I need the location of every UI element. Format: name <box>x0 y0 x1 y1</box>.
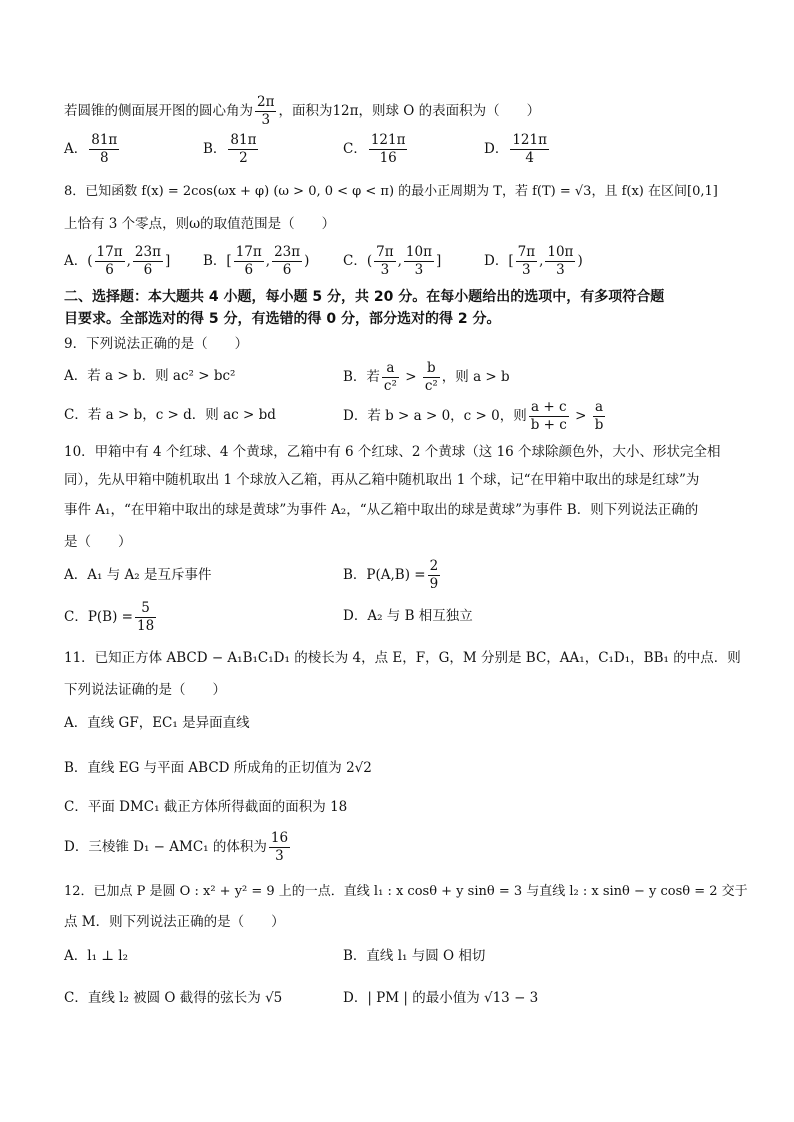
q8-stem-line2: 上恰有 3 个零点，则ω的取值范围是（ ） <box>64 216 336 232</box>
option-letter: D． <box>484 253 509 269</box>
frac-den: 2 <box>239 150 248 166</box>
frac-den: 16 <box>379 150 397 166</box>
q8-option-a[interactable]: A．( $\frac{17\pi}{6}$ , $\frac{23\pi}{6}$ ] <box>64 244 171 278</box>
bracket: ( <box>366 253 373 269</box>
bracket: ) <box>304 253 310 269</box>
frac-den: c² <box>424 378 438 394</box>
bracket: ( <box>87 253 93 269</box>
option-fraction <box>89 132 119 167</box>
q7-stem-text: 若圆锥的侧面展开图的圆心角为 <box>64 103 253 119</box>
option-text: ，则 a > b <box>441 369 510 385</box>
option-fraction <box>382 360 399 395</box>
bracket: ) <box>577 253 583 269</box>
q10-option-a[interactable]: A．A₁ 与 A₂ 是互斥事件 <box>64 567 212 583</box>
frac-num: a <box>382 360 399 378</box>
q9-stem: 9．下列说法正确的是（ ） <box>64 336 249 352</box>
frac-den: 6 <box>105 262 114 278</box>
q12-stem-line1: 12．已加点 P 是圆 O : x² + y² = 9 上的一点．直线 l₁ : x cosθ + y sinθ = 3 与直线 l₂ : x sinθ − y cosθ = 2 交于 <box>64 884 748 899</box>
option-text: B．P(A,B) = <box>343 567 426 583</box>
q7-stem-text-2: ，面积为12π，则球 O 的表面积为（ ） <box>278 103 541 119</box>
q8-option-d[interactable]: D．[ $\frac{7\pi}{3}$ , $\frac{10\pi}{3}$ ) <box>484 244 583 278</box>
option-fraction <box>135 600 156 635</box>
frac-den: 3 <box>556 262 565 278</box>
q12-option-d[interactable]: D．| PM | 的最小值为 √13 − 3 <box>343 990 539 1006</box>
option-fraction <box>272 244 302 279</box>
frac-num: 17π <box>96 244 123 260</box>
q10-stem-line1: 10．甲箱中有 4 个红球、4 个黄球，乙箱中有 6 个红球、2 个黄球（这 16 个球除颜色外，大小、形状完全相 <box>64 444 721 460</box>
option-fraction <box>374 244 395 279</box>
q11-option-a[interactable]: A．直线 GF，EC₁ 是异面直线 <box>64 715 250 731</box>
option-letter: B． <box>203 253 227 269</box>
frac-den: 3 <box>275 848 284 864</box>
q12-stem-line2: 点 M．则下列说法正确的是（ ） <box>64 914 285 930</box>
option-fraction <box>423 360 440 395</box>
q10-stem-line2: 同），先从甲箱中随机取出 1 个球放入乙箱，再从乙箱中随机取出 1 个球，记“在甲箱中取出的球是红球”为 <box>64 472 700 488</box>
q7-option-d[interactable] <box>484 132 551 167</box>
option-fraction <box>95 244 125 279</box>
bracket: [ <box>226 253 232 269</box>
q9-option-c[interactable]: C．若 a > b，c > d．则 ac > bd <box>64 407 276 423</box>
frac-den: b + c <box>530 417 567 433</box>
option-letter: A． <box>64 253 88 269</box>
option-letter: A． <box>64 141 88 157</box>
q10-option-d[interactable]: D．A₂ 与 B 相互独立 <box>343 608 473 624</box>
q10-option-b[interactable] <box>343 558 442 593</box>
frac-den: 4 <box>525 150 534 166</box>
frac-den: 3 <box>261 112 271 128</box>
frac-den: 3 <box>414 262 424 278</box>
gt-sign: > <box>570 408 591 424</box>
frac-num: 10π <box>547 244 574 260</box>
bracket: ] <box>435 253 442 269</box>
frac-den: c² <box>383 378 397 394</box>
frac-den: 6 <box>244 262 254 278</box>
frac-num: 17π <box>235 244 262 260</box>
q8-stem-line1: 8．已知函数 f(x) = 2cos(ωx + φ) (ω > 0, 0 < φ < π) 的最小正周期为 T，若 f(T) = √3，且 f(x) 在区间[0,1] <box>64 184 718 199</box>
frac-num: 81π <box>230 132 257 148</box>
frac-den: 8 <box>99 150 109 166</box>
frac-num: a + c <box>529 399 569 417</box>
option-fraction <box>228 132 258 167</box>
q7-option-c[interactable] <box>343 132 409 167</box>
q9-option-a[interactable]: A．若 a > b．则 ac² > bc² <box>64 368 236 384</box>
q12-option-b[interactable]: B．直线 l₁ 与圆 O 相切 <box>343 948 486 964</box>
frac-den: 3 <box>522 262 531 278</box>
option-letter: C． <box>343 253 367 269</box>
frac-den: b <box>594 417 604 433</box>
gt-sign: > <box>400 369 421 385</box>
q10-stem-line4: 是（ ） <box>64 534 132 550</box>
frac-num: 23π <box>274 244 301 260</box>
frac-num: a <box>593 399 606 417</box>
frac-num: 121π <box>512 132 547 148</box>
frac-den: 6 <box>282 262 292 278</box>
q10-option-c[interactable] <box>64 600 158 635</box>
q7-stem <box>64 94 540 129</box>
q11-option-c[interactable]: C．平面 DMC₁ 截正方体所得截面的面积为 18 <box>64 799 348 815</box>
section-2-heading-line2: 目要求。全部选对的得 5 分，有选错的得 0 分，部分选对的得 2 分。 <box>64 311 501 327</box>
q11-stem-line2: 下列说法证确的是（ ） <box>64 682 226 698</box>
option-fraction <box>133 244 163 279</box>
q9-option-b[interactable] <box>343 360 510 395</box>
bracket: [ <box>508 253 514 269</box>
q11-option-d[interactable] <box>64 830 292 865</box>
frac-den: 3 <box>380 262 390 278</box>
option-text: B．若 <box>343 369 380 385</box>
q7-stem-fraction <box>255 94 276 129</box>
option-fraction <box>516 244 537 279</box>
frac-num: 2 <box>429 558 439 574</box>
frac-den: 6 <box>143 262 153 278</box>
frac-num: b <box>423 360 440 378</box>
q11-stem-line1: 11．已知正方体 ABCD − A₁B₁C₁D₁ 的棱长为 4，点 E，F，G，M 分别是 BC，AA₁，C₁D₁，BB₁ 的中点．则 <box>64 650 741 666</box>
frac-num: 7π <box>376 244 394 260</box>
q12-option-c[interactable]: C．直线 l₂ 被圆 O 截得的弦长为 √5 <box>64 990 283 1006</box>
option-fraction <box>593 399 606 434</box>
frac-den: 9 <box>429 576 439 592</box>
option-text: D．三棱锥 D₁ − AMC₁ 的体积为 <box>64 839 267 855</box>
frac-num: 16 <box>270 830 289 846</box>
frac-num: 10π <box>405 244 432 260</box>
q12-option-a[interactable]: A．l₁ ⊥ l₂ <box>64 948 128 964</box>
option-text: D．若 b > a > 0，c > 0，则 <box>343 408 527 424</box>
option-letter: C． <box>343 141 367 157</box>
frac-num: 23π <box>134 244 161 260</box>
q7-option-a[interactable] <box>64 132 121 167</box>
q11-option-b[interactable]: B．直线 EG 与平面 ABCD 所成角的正切值为 2√2 <box>64 760 372 776</box>
option-fraction <box>510 132 549 167</box>
option-fraction <box>545 244 575 279</box>
option-fraction <box>529 399 569 434</box>
bracket: ] <box>164 253 171 269</box>
q8-option-b[interactable]: B．[ $\frac{17\pi}{6}$ , $\frac{23\pi}{6}$ ) <box>203 244 310 278</box>
frac-num: 121π <box>370 132 406 148</box>
frac-num: 81π <box>91 132 118 148</box>
option-fraction <box>269 830 290 865</box>
option-fraction <box>404 244 434 279</box>
frac-num: 5 <box>135 600 156 618</box>
option-letter: B． <box>203 141 227 157</box>
q10-stem-line3: 事件 A₁，“在甲箱中取出的球是黄球”为事件 A₂，“从乙箱中取出的球是黄球”为事件 B．则下列说法正确的 <box>64 502 699 518</box>
frac-num: 2π <box>257 94 275 110</box>
frac-den: 18 <box>136 618 155 634</box>
frac-num: 7π <box>517 244 536 260</box>
option-fraction <box>428 558 441 593</box>
option-letter: D． <box>484 141 509 157</box>
q9-option-d[interactable] <box>343 399 607 434</box>
section-2-heading-line1: 二、选择题：本大题共 4 小题，每小题 5 分，共 20 分。在每小题给出的选项中，有多项符合题 <box>64 289 665 305</box>
option-fraction <box>234 244 264 279</box>
option-text: C．P(B) = <box>64 609 133 625</box>
q7-option-b[interactable] <box>203 132 260 167</box>
option-fraction <box>369 132 408 167</box>
q8-option-c[interactable]: C．( $\frac{7\pi}{3}$ , $\frac{10\pi}{3}$ ] <box>343 244 442 278</box>
